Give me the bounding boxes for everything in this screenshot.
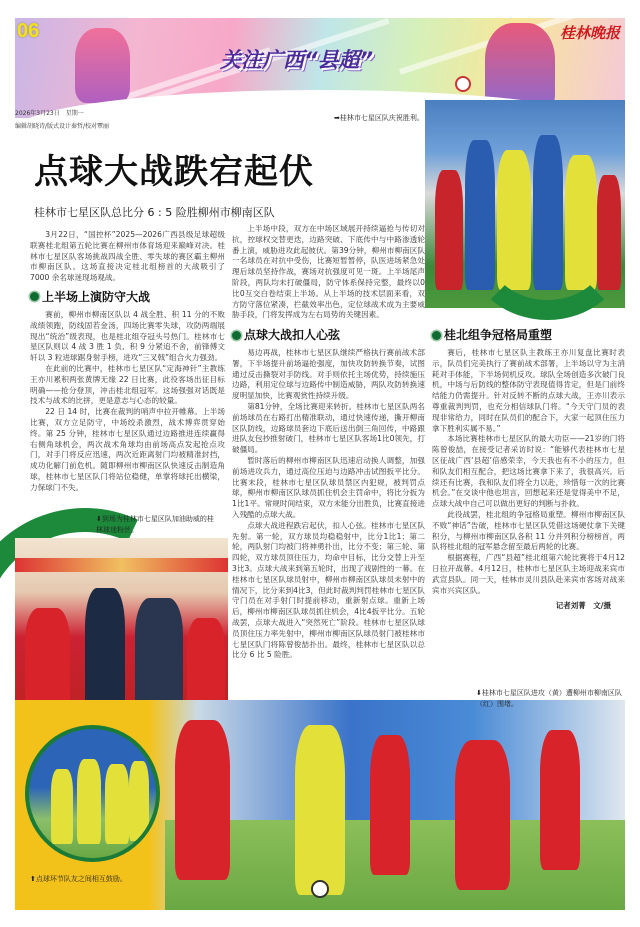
editor-credits: 编辑胡晓诗/版式设计秦哲/校对覃丽 bbox=[15, 123, 110, 130]
soccer-ball-icon bbox=[311, 880, 329, 898]
section-heading: 点球大战扣人心弦 bbox=[232, 328, 425, 342]
paragraph: 本场比赛桂林市七星区队的最大功臣——21岁的门将陈曾俊喆，在接受记者采访时说：“能够代表桂林市七星区征战广西‘县超’倍感荣幸，今天我也有不小的压力，但和队友们相互配合，把这场比赛拿下来了，我很高兴。后续还有比赛，我和队友们将全力以赴，珍惜每一次的比赛机会。”在交谈中他也坦言，回想起来还是觉得美中不足，点球大战中自己可以做出更好的判断与扑救。 bbox=[432, 434, 625, 509]
section-heading: 上半场上演防守大战 bbox=[30, 290, 225, 304]
paragraph: 赛前，柳州市柳南区队以 4 战全胜、积 11 分的不败战绩领跑，防线固若金汤，四场比赛零失球，攻防两端展现出“统治”级表现，也是桂北组夺冠头号热门。桂林市七星区队则以 4 战 3 胜 1 负、积 9 分紧追不舍，前锋傅文轩以 3 粒进球踞身射手榜，进攻“三叉戟”组合火力强劲。 bbox=[30, 309, 225, 363]
paragraph: 在此前的比赛中，桂林市七星区队“定海神针”主教练王亦川累积两张黄牌无缘 22 日比赛，此役客场出征目标明确——抢分登顶，冲击桂北组冠军。这场强强对话既是技术与战术的比拼，更是意志与心态的较量。 bbox=[30, 363, 225, 406]
newspaper-logo: 桂林晚报 bbox=[559, 24, 620, 42]
decorative-green-swoosh bbox=[470, 190, 625, 320]
paragraph: 暂时落后的柳州市柳南区队迅速启动换人调整，加强前场进攻兵力，通过高位压迫与边路冲击试图扳平比分。比赛末段，桂林市七星区队球员禁区内犯规，被判罚点球，柳州市柳南区队球员抓住机会主罚命中，将比分扳为1比1平。常规时间结束，双方未能分出胜负，比赛直接进入残酷的点球大战。 bbox=[232, 455, 425, 519]
paragraph: 第81分钟，全场比赛迎来转折。桂林市七星区队两名前场球员在右路打出精准联动，通过快速传递，撕开柳南区队防线，边路球员套边下底后送出倒三角回传，中路跟进队友包抄推射破门，桂林市七星区队客场1比0领先，打破僵局。 bbox=[232, 401, 425, 455]
bullet-icon bbox=[30, 292, 39, 301]
page-number: 06 bbox=[17, 20, 40, 42]
byline: 记者刘菁 文/摄 bbox=[555, 601, 611, 611]
paragraph: 此役战罢，桂北组的争冠格局重塑。柳州市柳南区队不败“神话”告破，桂林市七星区队凭借这场硬仗拿下关键积分，与柳州市柳南区队各积 11 分并列积分榜榜首，两队将桂北组的冠军悬念留至最后两轮的比赛。 bbox=[432, 509, 625, 552]
caption-celebration: ➡桂林市七星区队庆祝胜利。 bbox=[334, 114, 424, 122]
article-columns-2-3 bbox=[232, 328, 625, 686]
bullet-icon bbox=[432, 331, 441, 340]
photo-fans bbox=[15, 538, 228, 718]
soccer-ball-icon bbox=[455, 76, 471, 92]
player-illustration-left bbox=[75, 28, 130, 103]
caption-attack: ⬇桂林市七星区队进攻（黄）遭柳州市柳南区队（红）围堵。 bbox=[476, 689, 622, 708]
column-title: 关注广西“县超” bbox=[220, 48, 374, 72]
issue-date: 2026年3月23日 星期一 bbox=[15, 110, 84, 117]
bullet-icon bbox=[232, 331, 241, 340]
article-column-1 bbox=[30, 230, 225, 494]
article-headline: 点球大战跌宕起伏 bbox=[34, 152, 314, 192]
caption-fans: ⬇到场为桂林市七星区队加油助威的桂林球迷粉丝。 bbox=[96, 515, 214, 534]
article-column-2-top bbox=[232, 224, 425, 321]
intro-paragraph: 3月22日，“国控杯”2025—2026广西县级足球超级联赛桂北组第五轮比赛在柳州市体育场迎来巅峰对决。桂林市七星区队客场挑战四战全胜、零失球的赛区霸主柳州市柳南区队。这场直接决定桂北组榜首的大战吸引了 7000 余名球迷现场观战。 bbox=[30, 230, 225, 283]
paragraph: 赛后，桂林市七星区队主教练王亦川复盘比赛时表示，队员们完美执行了赛前战术部署，上半场以守为主消耗对手体能，下半场伺机反攻。球队全场创造多次破门良机，中场与后防线的整体防守表现值得肯定，但是门前终结能力仍需提升。针对反转不断的点球大战，王亦川表示尊重裁判判罚，也充分相信球队门将。“今天守门员的表现非常给力，同时在队员们的配合下，大家一起顶住压力拿下胜利实属不易。” bbox=[432, 348, 625, 433]
paragraph: 上半场中段，双方在中场区域展开持续逼抢与传切对抗，控球权交替更迭，边路突破、下底传中与中路渗透轮番上演，威胁进攻此起彼伏。第39分钟，柳州市柳南区队一名球员在对抗中受伤，比赛短暂暂停，队医进场紧急处理后球员坚持作战，赛场对抗强度可见一斑。上半场尾声阶段，两队均未打破僵局，防守体系保持完整，最终以0比0互交白卷结束上半场。从上半场的技术层面来看，双方防守落位紧凑，拦截效率出色，定位球战术成为主要威胁手段，门将发挥成为左右局势的关键因素。 bbox=[232, 224, 425, 320]
inset-photo-teammates bbox=[25, 725, 160, 862]
article-subheadline: 桂林市七星区队总比分 6 : 5 险胜柳州市柳南区队 bbox=[34, 206, 275, 219]
caption-encourage: ⬆点球环节队友之间相互鼓励。 bbox=[30, 875, 127, 883]
paragraph: 22 日 14 时，比赛在裁判的哨声中拉开帷幕。上半场比赛，双方立足防守，中场绞杀激烈，战术博弈贯穿始终。第 25 分钟，桂林市七星区队通过边路推进连续赢得右侧角球机会，两次战术角球均由前场高点发起抢点攻门，对手门将反应迅速，两次近距离射门均被精准封挡，成功化解门前危机。随即柳州市柳南区队快速反击制造角球，桂林市七星区队门将站位稳健，单掌将球托出横梁，力保球门不失。 bbox=[30, 407, 225, 492]
paragraph: 根据赛程，广西“县超”桂北组第六轮比赛将于4月12日拉开战幕。4月12日，桂林市七星区队主场迎战来宾市武宣县队。同一天，桂林市灵川县队赴来宾市客场对战来宾市兴宾区队。 bbox=[432, 553, 625, 595]
paragraph: 点球大战进程跌宕起伏，扣人心弦。桂林市七星区队先射。第一轮，双方球员均稳稳射中，比分1比1；第二轮，两队射门均被门将神勇扑出，比分不变；第三轮、第四轮，双方球员顶住压力，均命中目标，比分交替上升至3比3。点球大战来到第五轮时，出现了戏剧性的一幕。在桂林市七星区队球员射中，柳州市柳南区队球员未射中的情况下，比分来到4比3，但此时裁判判罚桂林市七星区队守门员在对手射门时提前移动，重新射点球。重新上场后，柳州市柳南区队球员抓住机会，4比4扳平比分。五轮战罢，点球大战进入“突然死亡”阶段。桂林市七星区队球员顶住压力率先射中，柳州市柳南区队球员射门被桂林市七星区队门将陈曾俊喆扑出。最终，桂林市七星区队以总比分 6 比 5 险胜。 bbox=[232, 520, 425, 660]
section-heading: 桂北组争冠格局重塑 bbox=[432, 328, 625, 342]
paragraph: 易边再战，桂林市七星区队继续严格执行赛前战术部署，下半场提升前场逼抢强度，加快攻防转换节奏，试图通过反击撕裂对手防线。对手则依托主场优势，持续施压边路，利用定位球与边路传中制造威胁，两队攻防转换速度明显加快，比赛观赏性持续升级。 bbox=[232, 348, 425, 401]
